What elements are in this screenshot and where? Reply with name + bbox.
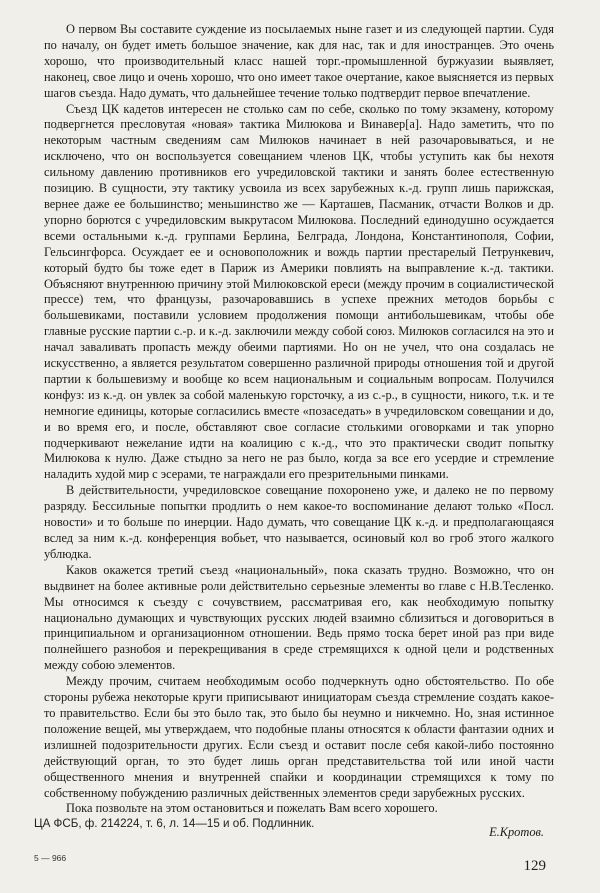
document-page <box>44 22 554 840</box>
paragraph-3: В действительности, учредиловское совещание похоронено уже, и далеко не по первому разряду. Бессильные попытки продлить о нем какое-то воспоминание делают только «Посл. новости» и то больше по инерции. Надо думать, что совещание ЦК к.-д. и предполагающаяся вслед за ним к.-д. конференция вобьет, что называется, осиновый кол во гроб этого жалкого ублюдка. <box>44 483 554 561</box>
signature: Е.Кротов. <box>489 825 544 840</box>
paragraph-2: Съезд ЦК кадетов интересен не столько сам по себе, сколько по тому экзамену, которому подвергнется пресловутая «новая» тактика Милюкова и Винавер[а]. Надо заметить, что по некоторым частным сведениям сам Милюков начинает в ней разочаровываться, и не исключено, что он воспользуется совещанием членов ЦК, чтобы уступить как бы нехотя сильному давлению противников его учредиловской тактики и занять более естественную позицию. В сущности, эту тактику усвоила из всех зарубежных к.-д. групп лишь парижская, вернее даже ее большинство; меньшинство же — Карташев, Пасманик, отчасти Волков и др. упорно борются с учредиловским выкрутасом Милюкова. Последний единодушно осуждается всеми остальными к.-д. группами Берлина, Белграда, Лондона, Константинополя, Софии, Гельсингфорса. Осуждает ее и основоположник и вождь партии престарелый Петрункевич, который будто бы тоже едет в Париж из Америки повлиять на выправление к.-д. тактики. Объясняют внутреннюю причину этой Милюковской ереси (между прочим в социалистической прессе) тем, что французы, разочаровавшись в успехе прежних методов борьбы с большевиками, поставили условием продолжения помощи антибольшевикам, чтобы обе главные русские партии с.-р. и к.-д. заключили между собой союз. Милюков согласился на это и начал заваливать пропасть между обеими партиями. Но он не учел, что она создалась не искусственно, а является результатом совершенно различной природы отношения той и другой партии к большевизму и вообще ко всем национальным и социальным вопросам. Получился конфуз: из к.-д. он увлек за собой маленькую горсточку, а из с.-р., в сущности, никого, т.к. и те немногие единицы, которые согласились вместе «позаседать» в учредиловском совещании и до, и во время его, и после, обставляют свое согласие столькими оговорками и так упорно подчеркивают нежелание идти на коалицию с к.-д., что это практически сводит попытку Милюкова к нулю. Даже стыдно за него не раз было, когда за все его усердие и стремление наладить худой мир с эсерами, те награждали его презрительными пинками. <box>44 101 554 482</box>
archive-reference: ЦА ФСБ, ф. 214224, т. 6, л. 14—15 и об. Подлинник. <box>34 817 315 830</box>
paragraph-1: О первом Вы составите суждение из посылаемых ныне газет и из следующей партии. Судя по началу, он будет иметь большое значение, как для нас, так и для иностранцев. Это очень хорошо, что производительный класс нашей торг.-промышленной буржуазии выявляет, наконец, свое лицо и очень хорошо, что оно имеет такое очертание, какое выясняется из первых шагов съезда. Надо думать, что дальнейшее течение только подтвердит первое впечатление. <box>44 22 554 100</box>
letter-body <box>44 22 554 817</box>
page-number: 129 <box>523 858 546 874</box>
paragraph-6: Пока позвольте на этом остановиться и пожелать Вам всего хорошего. <box>66 801 438 816</box>
paragraph-5: Между прочим, считаем необходимым особо подчеркнуть одно обстоятельство. По обе стороны рубежа некоторые круги приписывают инициаторам съезда стремление создать какое-то правительство. Если бы это было так, это было бы неумно и никчемно. Но, зная истинное положение вещей, мы утверждаем, что подобные планы относятся к области фантазии одних и излишней подозрительности других. Если съезд и оставит после себя какой-либо постоянно действующий орган, то это будет лишь орган представительства той или иной части общественного мнения и внутренней спайки и координации стремящихся к тому по собственному побуждению различных действенных элементов среди зарубежных русских. <box>44 674 554 800</box>
sheet-mark: 5 — 966 <box>34 853 67 863</box>
paragraph-4: Каков окажется третий съезд «национальный», пока сказать трудно. Возможно, что он выдвинет на более активные роли действительно серьезные элементы во главе с Н.В.Тесленко. Мы относимся к съезду с сочувствием, рассматривая его, как необходимую попытку национально думающих и чувствующих русских людей взаимно сблизиться и договориться в принципиальном и организационном отношении. Ведь прямо тоска берет иной раз при виде полнейшего разнобоя и перекрещивания в среде стремящихся к одной цели и родственных между собою элементов. <box>44 562 554 673</box>
